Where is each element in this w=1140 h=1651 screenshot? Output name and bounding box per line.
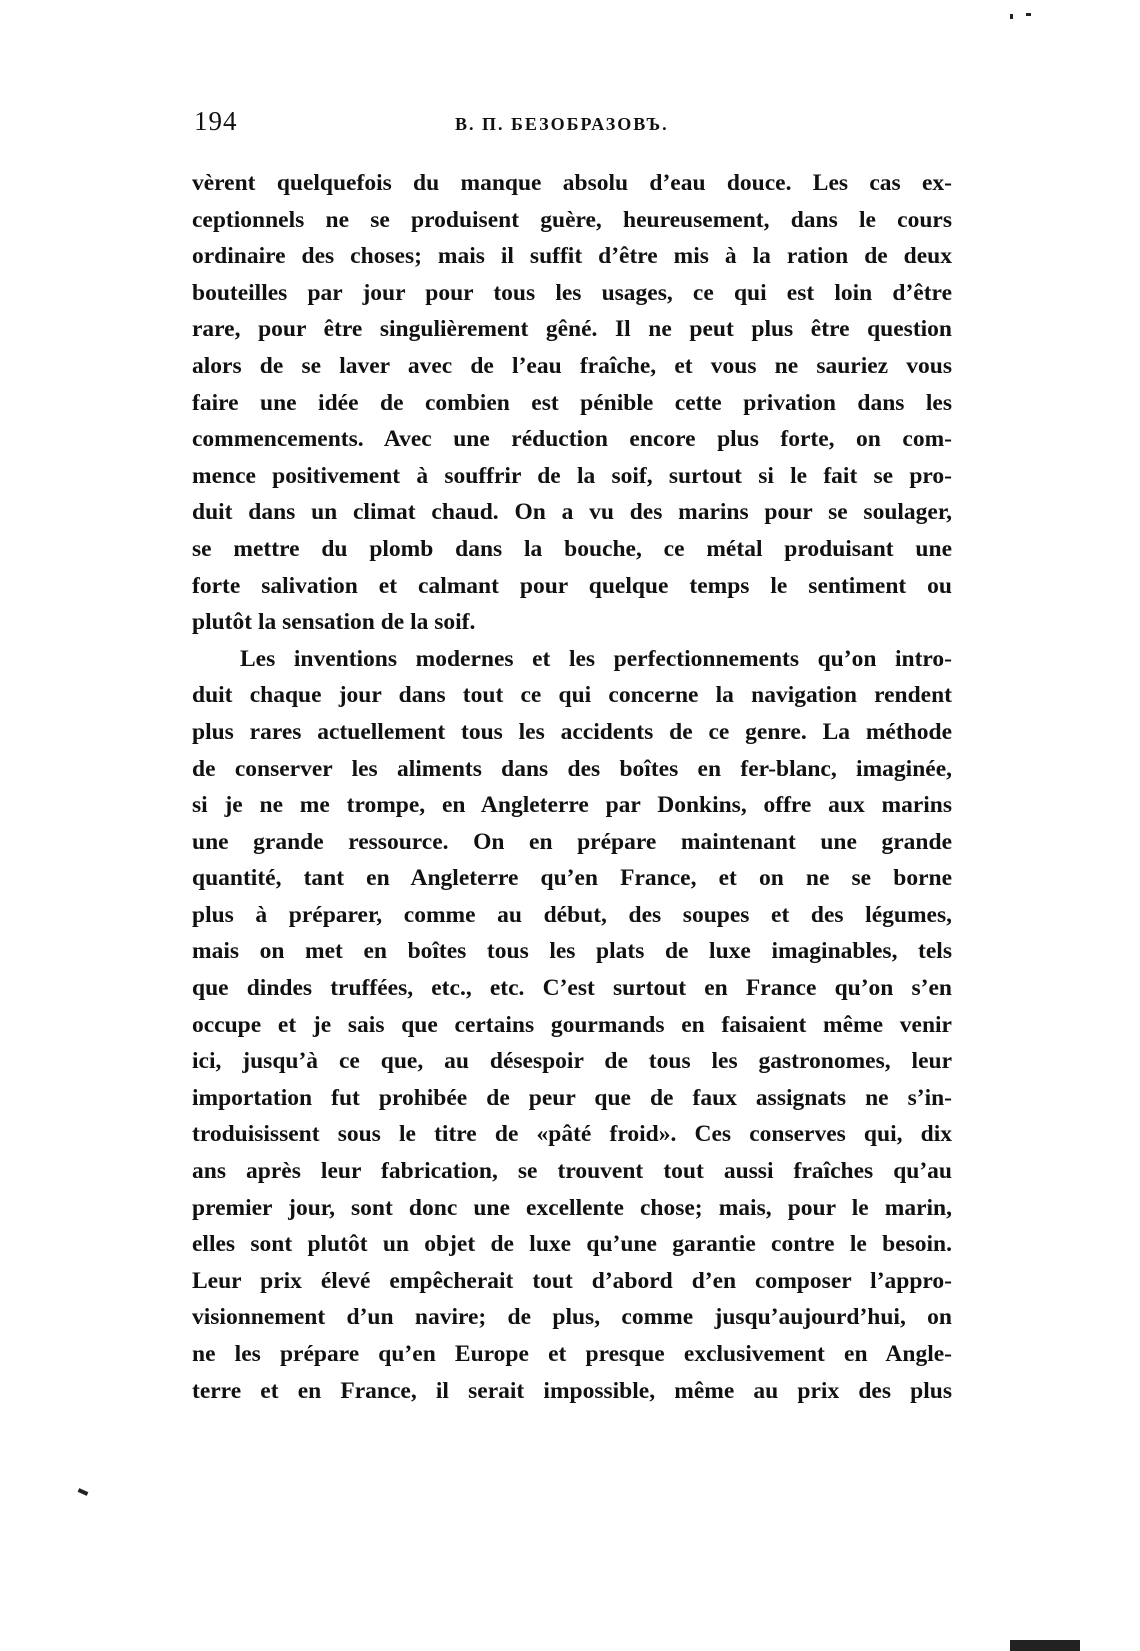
text-line: si je ne me trompe, en Angleterre par Donkins, offre aux marins [192,792,952,819]
text-line: ordinaire des choses; mais il suffit d’être mis à la ration de deux [192,243,952,270]
scan-speck [1010,14,1013,19]
text-line: plus à préparer, comme au début, des soupes et des légumes, [192,901,952,928]
text-line: ici, jusqu’à ce que, au désespoir de tous les gastronomes, leur [192,1048,952,1075]
text-line: occupe et je sais que certains gourmands en faisaient même venir [192,1011,952,1038]
text-line: ceptionnels ne se produisent guère, heureusement, dans le cours [192,206,952,233]
text-line: une grande ressource. On en prépare maintenant une grande [192,828,952,855]
text-line: de conserver les aliments dans des boîtes en fer-blanc, imaginée, [192,755,952,782]
text-line: rare, pour être singulièrement gêné. Il ne peut plus être question [192,316,952,343]
body-text [192,165,952,1409]
text-line: premier jour, sont donc une excellente chose; mais, pour le marin, [192,1194,952,1221]
scan-speck [1026,13,1031,16]
text-line: plutôt la sensation de la soif. [192,609,476,636]
scan-speck [78,1488,89,1496]
text-line: visionnement d’un navire; de plus, comme jusqu’aujourd’hui, on [192,1304,952,1331]
text-line: ans après leur fabrication, se trouvent tout aussi fraîches qu’au [192,1158,952,1185]
text-line: se mettre du plomb dans la bouche, ce métal produisant une [192,535,952,562]
scan-edge [1010,1640,1080,1651]
text-line: duit dans un climat chaud. On a vu des marins pour se soulager, [192,499,952,526]
text-line: importation fut prohibée de peur que de faux assignats ne s’in- [192,1084,952,1111]
text-line: que dindes truffées, etc., etc. C’est surtout en France qu’on s’en [192,975,952,1002]
text-line: faire une idée de combien est pénible cette privation dans les [192,389,952,416]
text-line: mais on met en boîtes tous les plats de luxe imaginables, tels [192,938,952,965]
text-line: ne les prépare qu’en Europe et presque exclusivement en Angle- [192,1341,952,1367]
text-line: troduisissent sous le titre de «pâté froid». Ces conserves qui, dix [192,1121,952,1148]
text-line: forte salivation et calmant pour quelque temps le sentiment ou [192,572,952,599]
text-line: quantité, tant en Angleterre qu’en France, et on ne se borne [192,865,952,892]
text-line: elles sont plutôt un objet de luxe qu’une garantie contre le besoin. [192,1231,952,1258]
text-line: duit chaque jour dans tout ce qui concerne la navigation rendent [192,682,952,709]
page-number: 194 [194,106,238,136]
text-line: terre et en France, il serait impossible, même au prix des plus [192,1377,952,1404]
text-line: alors de se laver avec de l’eau fraîche, et vous ne sauriez vous [192,352,952,379]
text-line: vèrent quelquefois du manque absolu d’eau douce. Les cas ex- [192,170,952,196]
text-line: commencements. Avec une réduction encore plus forte, on com- [192,426,952,453]
text-line: plus rares actuellement tous les accidents de ce genre. La méthode [192,718,952,745]
text-line: bouteilles par jour pour tous les usages, ce qui est loin d’être [192,279,952,306]
text-line: mence positivement à souffrir de la soif, surtout si le fait se pro- [192,462,952,489]
running-title: В. П. БЕЗОБРАЗОВЪ. [455,114,669,134]
text-line: Leur prix élevé empêcherait tout d’abord d’en composer l’appro- [192,1267,952,1294]
text-line: Les inventions modernes et les perfectionnements qu’on intro- [240,645,952,672]
